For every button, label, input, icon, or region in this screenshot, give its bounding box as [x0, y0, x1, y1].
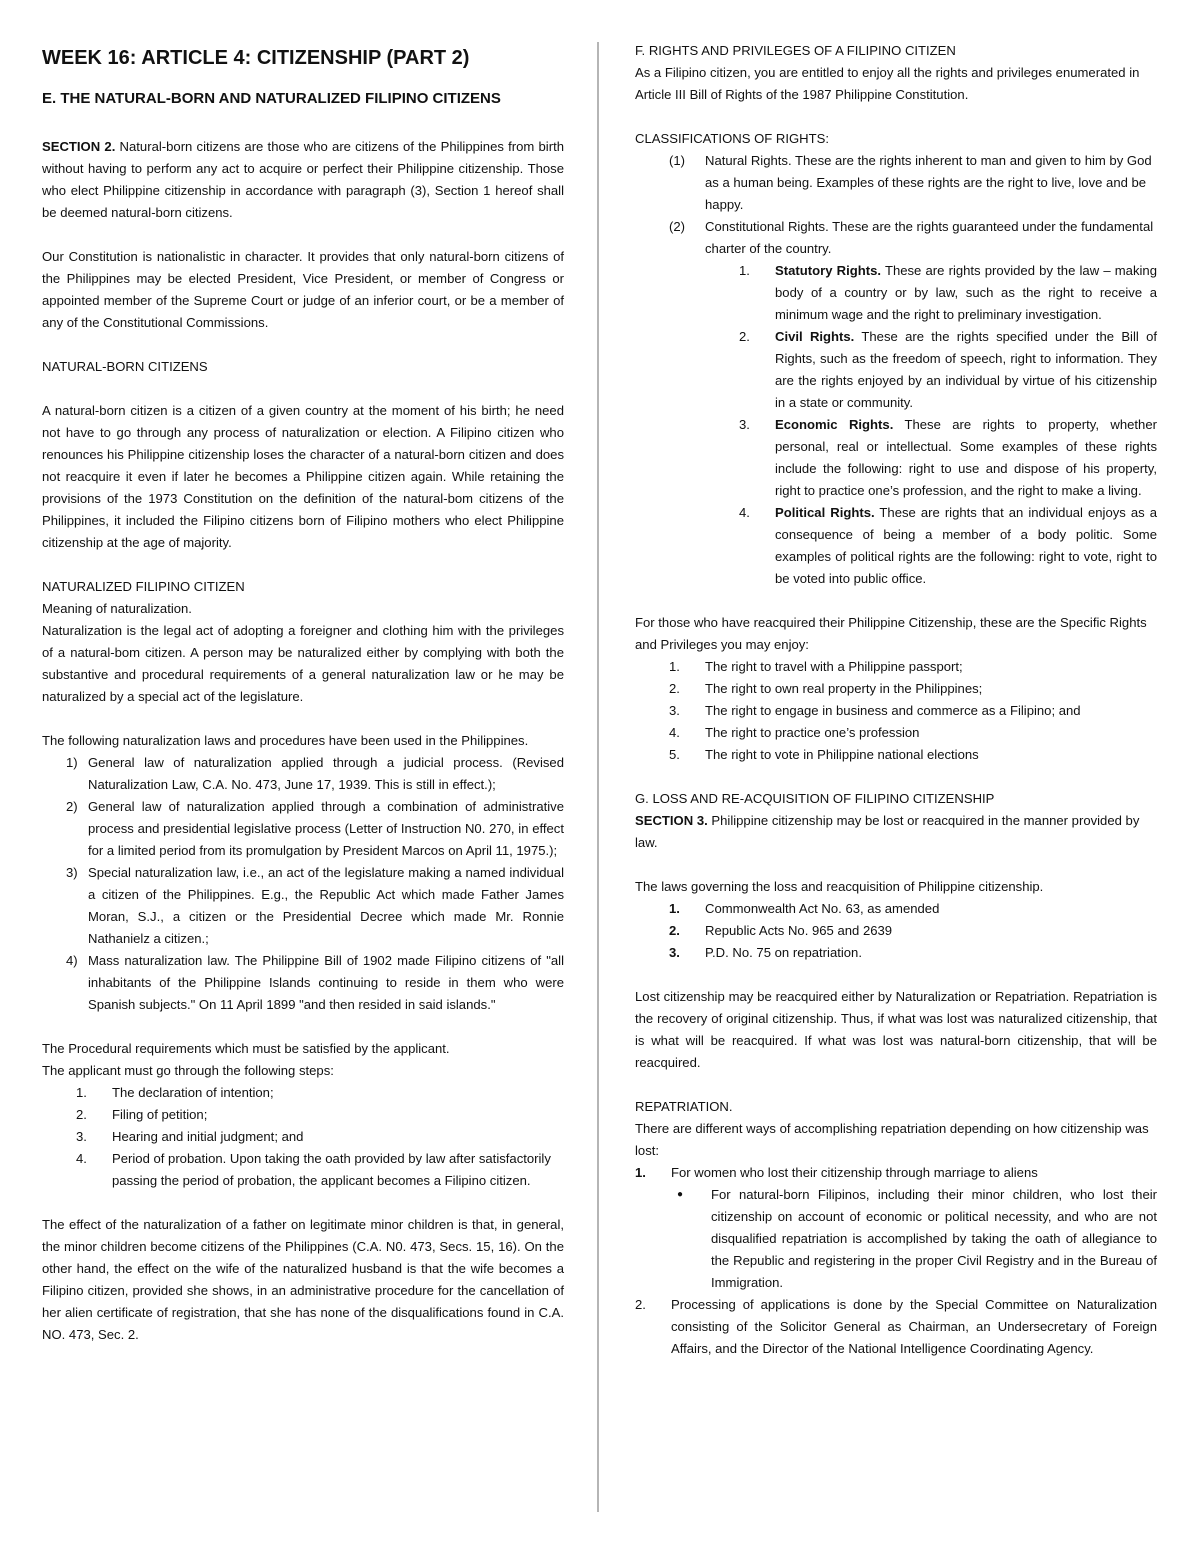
list-number: (2): [669, 219, 686, 234]
section-3-text: Philippine citizenship may be lost or reacquired in the manner provided by law.: [635, 813, 1140, 850]
reacquired-intro: For those who have reacquired their Philippine Citizenship, these are the Specific Rights and Privileges you may enjoy:: [635, 615, 1147, 652]
list-text: For women who lost their citizenship through marriage to aliens: [671, 1165, 1038, 1180]
right-text: These are rights that an individual enjoys as a consequence of being a member of a body politic. Some examples of political rights are the following: right to vote, right to be voted into public office.: [775, 505, 1158, 586]
right-label: Civil Rights.: [775, 329, 855, 344]
list-number: 3): [66, 865, 78, 880]
list-item: [635, 1294, 1157, 1360]
list-item: [635, 898, 1157, 920]
list-number: 3.: [669, 945, 680, 960]
list-item: [635, 502, 1157, 590]
list-text: The right to travel with a Philippine passport;: [705, 659, 963, 674]
list-text: The declaration of intention;: [112, 1085, 274, 1100]
procedural-heading: The Procedural requirements which must be satisfied by the applicant.: [42, 1041, 450, 1056]
list-text: Processing of applications is done by the Special Committee on Naturalization consisting of the Solicitor General as Chairman, an Undersecretary of Foreign Affairs, and the Director of the National Intelligence Coordinating Agency.: [671, 1297, 1157, 1356]
list-item: [42, 752, 564, 796]
list-item: [42, 1082, 564, 1104]
governing-laws-intro: The laws governing the loss and reacquisition of Philippine citizenship.: [635, 879, 1044, 894]
specific-rights-list: [635, 656, 1157, 766]
list-number: 1.: [76, 1085, 87, 1100]
list-number: 1.: [669, 901, 680, 916]
meaning-of-naturalization: Meaning of naturalization.: [42, 601, 192, 616]
list-item: [635, 700, 1157, 722]
list-number: 1): [66, 755, 78, 770]
naturalization-paragraph: Naturalization is the legal act of adopting a foreigner and clothing him with the privileges of a natural-bom citizen. A person may be naturalized either by complying with both the substantive and procedural requirements of a general naturalization law or he may be naturalized by a special act of the legislature.: [42, 623, 564, 704]
right-label: Economic Rights.: [775, 417, 894, 432]
right-text: These are rights to property, whether personal, real or intellectual. Some examples of these rights include the following: right to use and dispose of his property, right to practice one’s profession, and the right to make a living.: [775, 417, 1157, 498]
effect-paragraph: The effect of the naturalization of a father on legitimate minor children is that, in general, the minor children become citizens of the Philippines (C.A. N0. 473, Secs. 15, 16). On the other hand, the effect on the wife of the naturalized husband is that the wife becomes a Filipino citizen, provided she shows, in an administrative procedure for the cancellation of her alien certificate of registration, that she has none of the disqualifications found in C.A. NO. 473, Sec. 2.: [42, 1217, 564, 1342]
bullet-item: [635, 1184, 1157, 1294]
list-item: [635, 326, 1157, 414]
lost-citizenship-paragraph: Lost citizenship may be reacquired either by Naturalization or Repatriation. Repatriation is the recovery of original citizenship. Thus, if what was lost was naturalized citizenship, that is what will be reacquired. If what was lost was natural-born citizenship, that will be reacquired.: [635, 989, 1157, 1070]
list-number: 5.: [669, 747, 680, 762]
list-number: 4.: [739, 505, 750, 520]
list-text: Republic Acts No. 965 and 2639: [705, 923, 893, 938]
laws-intro: The following naturalization laws and procedures have been used in the Philippines.: [42, 733, 529, 748]
list-item: [635, 656, 1157, 678]
section-g-heading: G. LOSS AND RE-ACQUISITION OF FILIPINO CITIZENSHIP: [635, 791, 995, 806]
list-number: 3.: [739, 417, 750, 432]
repatriation-heading: REPATRIATION.: [635, 1099, 733, 1114]
section-f-heading: F. RIGHTS AND PRIVILEGES OF A FILIPINO CITIZEN: [635, 43, 956, 58]
list-text: [775, 414, 1157, 502]
naturalization-laws-list: [42, 752, 564, 1016]
list-number: 1.: [739, 263, 750, 278]
list-item: [635, 920, 1157, 942]
list-text: The right to engage in business and commerce as a Filipino; and: [705, 703, 1081, 718]
list-number: 1.: [669, 659, 680, 674]
constitutional-rights-list: [635, 260, 1157, 590]
list-item: [635, 744, 1157, 766]
list-number: 2.: [739, 329, 750, 344]
list-text: [775, 326, 1157, 414]
list-number: 2.: [76, 1107, 87, 1122]
list-text: The right to vote in Philippine national elections: [705, 747, 979, 762]
list-item: [635, 414, 1157, 502]
list-item: [635, 678, 1157, 700]
list-item: [42, 1126, 564, 1148]
section-2-text: Natural-born citizens are those who are citizens of the Philippines from birth without having to perform any act to acquire or perfect their Philippine citizenship. Those who elect Philippine citizenship in accordance with paragraph (3), Section 1 hereof shall be deemed natural-born citizens.: [42, 139, 564, 220]
list-text: P.D. No. 75 on repatriation.: [705, 945, 862, 960]
naturalized-heading: NATURALIZED FILIPINO CITIZEN: [42, 579, 245, 594]
section-3-paragraph: [635, 810, 1157, 854]
list-item: [42, 1104, 564, 1126]
right-text: These are rights provided by the law – making body of a country or by law, such as the right to receive a minimum wage and the right to preliminary investigation.: [775, 263, 1157, 322]
procedural-intro: The applicant must go through the following steps:: [42, 1063, 334, 1078]
list-number: (1): [669, 153, 686, 168]
section-3-label: SECTION 3.: [635, 813, 708, 828]
right-label: Political Rights.: [775, 505, 875, 520]
list-text: General law of naturalization applied through a judicial process. (Revised Naturalization Law, C.A. No. 473, June 17, 1939. This is still in effect.);: [88, 755, 564, 792]
list-item: [635, 150, 1157, 216]
list-number: 2.: [669, 923, 680, 938]
list-text: [775, 502, 1157, 590]
column-divider: [597, 42, 599, 1512]
list-number: 2.: [635, 1297, 646, 1312]
list-text: Hearing and initial judgment; and: [112, 1129, 304, 1144]
repatriation-intro: There are different ways of accomplishing repatriation depending on how citizenship was lost:: [635, 1121, 1149, 1158]
list-text: Special naturalization law, i.e., an act of the legislature making a named individual a citizen of the Philippines. E.g., the Republic Act which made Father James Moran, S.J., a citizen or the Presidential Decree which made Mr. Ronnie Nathanielz a citizen.;: [88, 865, 564, 946]
left-column: [42, 40, 564, 1346]
list-item: [635, 216, 1157, 260]
list-number: 4.: [76, 1151, 87, 1166]
procedural-steps-list: [42, 1082, 564, 1192]
list-item: [42, 862, 564, 950]
list-text: The right to own real property in the Philippines;: [705, 681, 983, 696]
list-item: [42, 950, 564, 1016]
list-number: 2.: [669, 681, 680, 696]
list-text: For natural-born Filipinos, including their minor children, who lost their citizenship on account of economic or political necessity, and who are not disqualified repatriation is accomplished by taking the oath of allegiance to the Republic and registering in the proper Civil Registry and in the Bureau of Immigration.: [711, 1187, 1157, 1290]
list-number: 3.: [76, 1129, 87, 1144]
classifications-heading: CLASSIFICATIONS OF RIGHTS:: [635, 131, 830, 146]
natural-born-heading: NATURAL-BORN CITIZENS: [42, 359, 208, 374]
list-item: [635, 942, 1157, 964]
natural-born-paragraph: A natural-born citizen is a citizen of a given country at the moment of his birth; he need not have to go through any process of naturalization or election. A Filipino citizen who renounces his Philippine citizenship loses the character of a natural-born citizen and does not reacquire it even if later he becomes a Philippine citizen again. While retaining the provisions of the 1973 Constitution on the definition of the natural-bom citizens of the Philippines, it included the Filipino citizens born of Filipino mothers who elect Philippine citizenship at the age of majority.: [42, 403, 564, 550]
list-text: Natural Rights. These are the rights inherent to man and given to him by God as a human being. Examples of these rights are the right to live, love and be happy.: [705, 153, 1152, 212]
constitution-paragraph: Our Constitution is nationalistic in character. It provides that only natural-born citizens of the Philippines may be elected President, Vice President, or member of Congress or appointed member of the Supreme Court or judge of an inferior court, or be a member of any of the Constitutional Commissions.: [42, 249, 564, 330]
list-number: 4.: [669, 725, 680, 740]
list-text: Mass naturalization law. The Philippine Bill of 1902 made Filipino citizens of "all inhabitants of the Philippine Islands continuing to reside in them who were Spanish subjects." On 11 April 1899 "and then resided in said islands.": [88, 953, 564, 1012]
section-f-text: As a Filipino citizen, you are entitled to enjoy all the rights and privileges enumerated in Article III Bill of Rights of the 1987 Philippine Constitution.: [635, 65, 1140, 102]
list-text: The right to practice one’s profession: [705, 725, 920, 740]
list-text: Commonwealth Act No. 63, as amended: [705, 901, 940, 916]
list-item: [635, 260, 1157, 326]
section-2-label: SECTION 2.: [42, 139, 116, 154]
list-number: 3.: [669, 703, 680, 718]
list-text: Period of probation. Upon taking the oath provided by law after satisfactorily passing the period of probation, the applicant becomes a Filipino citizen.: [112, 1151, 551, 1188]
list-text: [775, 260, 1157, 326]
list-item: [42, 796, 564, 862]
list-item: [635, 722, 1157, 744]
right-text: These are the rights specified under the Bill of Rights, such as the freedom of speech, right to information. They are the rights enjoyed by an individual by virtue of his citizenship in a state or community.: [775, 329, 1157, 410]
list-text: General law of naturalization applied through a combination of administrative process and presidential legislative process (Letter of Instruction N0. 270, in effect for a limited period from its promulgation by President Marcos on April 11, 1975.);: [88, 799, 564, 858]
right-label: Statutory Rights.: [775, 263, 882, 278]
section-2-paragraph: [42, 136, 564, 224]
list-text: Constitutional Rights. These are the rights guaranteed under the fundamental charter of the country.: [705, 219, 1154, 256]
list-text: Filing of petition;: [112, 1107, 208, 1122]
right-column: [635, 40, 1157, 1360]
page-title: WEEK 16: ARTICLE 4: CITIZENSHIP (PART 2): [42, 47, 470, 69]
list-number: 2): [66, 799, 78, 814]
bullet-icon: ●: [677, 1189, 684, 1200]
list-number: 4): [66, 953, 78, 968]
governing-laws-list: [635, 898, 1157, 964]
list-item: [42, 1148, 564, 1192]
section-e-heading: E. THE NATURAL-BORN AND NATURALIZED FILIPINO CITIZENS: [42, 90, 501, 107]
list-item: [635, 1162, 1157, 1184]
list-number: 1.: [635, 1165, 646, 1180]
